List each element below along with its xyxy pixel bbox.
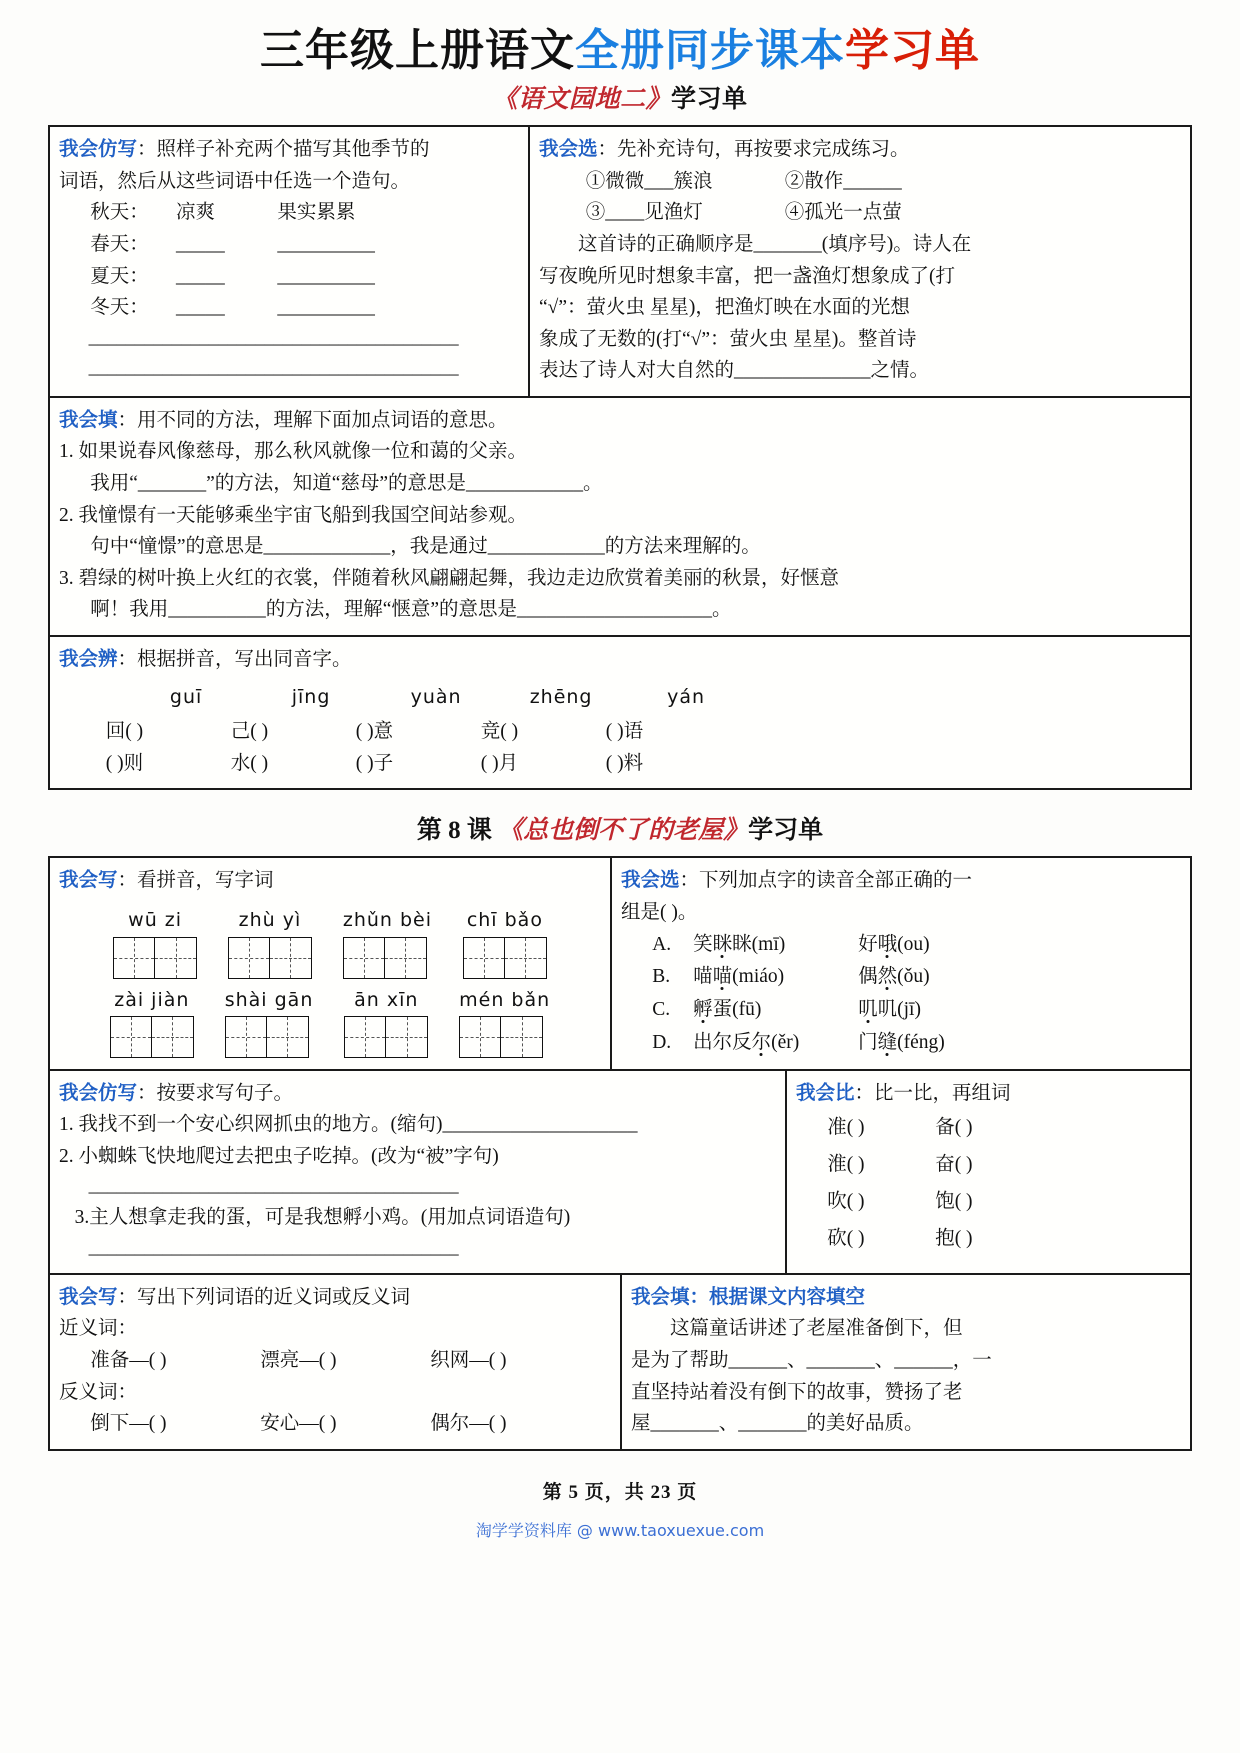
tianzige-cell[interactable] [463,937,505,979]
imitate-row [59,261,519,293]
choice-left [693,961,858,994]
homophone-cell[interactable]: 己( ) [230,721,269,743]
fill-item-line2[interactable]: 句中“憧憬”的意思是_____________，我是通过____________的方法来理解的。 [90,536,761,558]
imitate-q1[interactable]: 1. 我找不到一个安心织网抓虫的地方。(缩句)____________________ [59,1114,638,1136]
imitate-word-2[interactable]: __________ [277,234,375,255]
tianzige-cell[interactable] [270,937,312,979]
compare-char-a[interactable]: 淮( ) [827,1154,865,1176]
tianzige-cell[interactable] [113,937,155,979]
fill-prompt: ：用不同的方法，理解下面加点词语的意思。 [117,409,508,431]
homophone-cell[interactable]: ( )料 [605,752,644,774]
tianzige-pinyin: shài gān [224,988,314,1011]
compare-row [796,1220,1181,1257]
dotted-char: 眯 [712,933,733,955]
write-prompt: ：看拼音，写字词 [117,870,274,892]
dotted-char: 缝 [877,1031,898,1053]
tianzige-grid[interactable] [344,1016,428,1058]
imitate-season: 冬天： [90,297,149,319]
tianzige-cell[interactable] [344,1016,386,1058]
tianzige-word[interactable] [228,905,312,979]
choice-right-post: (ǒu) [897,966,930,988]
tianzige-word[interactable] [344,985,428,1059]
pinyin-cell: guī [169,685,203,708]
pinyin-cell: jīng [291,685,331,708]
imitate-prompt-line2: 词语，然后从这些词语中任选一个造句。 [59,170,411,192]
section-label-fill-text: 我会填 [631,1286,690,1308]
choice-right [858,1032,945,1053]
fill-text-line3: 直坚持站着没有倒下的故事，赞扬了老 [631,1381,963,1403]
dotted-char: 孵 [693,999,713,1021]
tianzige-cell[interactable] [110,1016,152,1058]
imitate-word-1[interactable]: _____ [175,265,225,287]
title-part-red: 学习单 [845,26,980,75]
tianzige-pinyin: mén bǎn [459,988,551,1011]
choice-left [693,1027,858,1060]
tianzige-word[interactable] [110,985,194,1059]
section-imitate-writing [50,127,528,396]
tianzige-cell[interactable] [152,1016,194,1058]
imitate-answer-line-2[interactable]: ________________________________________ [88,357,459,378]
homophone-row-1 [59,716,1181,748]
fill-item [59,436,1181,468]
choice-letter: D. [652,1031,672,1053]
poem-blank-3[interactable]: ③____见渔灯 [585,202,703,224]
choose-pron-prompt: ：下列加点字的读音全部正确的一 [679,870,973,892]
tianzige-grid[interactable] [343,937,432,979]
tianzige-cell[interactable] [225,1016,267,1058]
pinyin-cell: yuàn [410,685,462,708]
antonym-item[interactable]: 安心—( ) [260,1413,337,1435]
compare-prompt: ：比一比，再组词 [854,1082,1011,1104]
lesson-row-top [50,858,1190,1068]
synonym-item[interactable]: 漂亮—( ) [260,1350,337,1371]
homophone-row-2 [59,748,1181,780]
compare-row [796,1183,1181,1220]
tianzige-word[interactable] [343,905,432,979]
section-label-imitate-sentence: 我会仿写 [59,1082,138,1104]
tianzige-grid[interactable] [463,937,547,979]
lesson-title: 《总也倒不了的老屋》 [498,817,749,845]
dotted-char: 哦 [877,933,898,955]
homophone-cell[interactable]: 水( ) [230,752,269,774]
pinyin-row [59,682,1181,713]
tianzige-pinyin: chī bǎo [466,909,543,932]
tianzige-pinyin: zhǔn bèi [342,909,433,932]
tianzige-cell[interactable] [385,937,427,979]
imitate-season: 秋天： [90,202,149,224]
tianzige-word[interactable] [225,985,314,1059]
choice-letter: A. [652,933,672,955]
tianzige-grid[interactable] [459,1016,550,1058]
section-distinguish-homophone [50,637,1190,789]
tianzige-cell[interactable] [501,1016,543,1058]
imitate-prompt: ：照样子补充两个描写其他季节的 [137,139,430,161]
synonym-item[interactable]: 准备—( ) [90,1350,167,1371]
fill-item-line1: 如果说春风像慈母，那么秋风就像一位和蔼的父亲。 [78,441,528,463]
imitate-q2-answer-line[interactable]: ________________________________________ [88,1176,459,1197]
section-label-synonyms: 我会写 [59,1286,118,1308]
choice-left-post: 眯(mī) [732,933,786,955]
pinyin-cell: zhēng [529,685,593,708]
choice-option[interactable] [621,929,1181,962]
dotted-char: 喵 [712,966,733,988]
choice-left [693,929,858,962]
compare-char-b[interactable]: 奋( ) [935,1154,973,1176]
choice-option[interactable] [621,1027,1181,1060]
page-number: 第 5 页，共 23 页 [542,1481,698,1503]
watermark: 淘学学资料库 @ www.taoxuexue.com [475,1520,765,1540]
choose-body-4[interactable]: 象成了无数的(打“√”：萤火虫 星星)。整首诗 [539,328,917,350]
tianzige-row-1 [59,905,601,979]
tianzige-cell[interactable] [505,937,547,979]
lesson-row-middle [50,1071,1190,1273]
fill-text-line2[interactable]: 是为了帮助______、_______、______，一 [631,1350,992,1371]
fill-item [59,500,1181,532]
section-imitate-sentence [50,1071,785,1273]
fill-item-line2[interactable]: 我用“_______”的方法，知道“慈母”的意思是____________。 [90,473,603,495]
imitate-word-1[interactable]: _____ [175,234,225,255]
choice-right-post: (ou) [897,933,930,955]
choice-left-post: (miáo) [732,966,785,988]
tianzige-cell[interactable] [459,1016,501,1058]
imitate-q3: 3.主人想拿走我的蛋，可是我想孵小鸡。(用加点词语造句) [74,1207,571,1229]
imitate-word-2[interactable]: __________ [277,297,375,319]
fill-item-line1: 碧绿的树叶换上火红的衣裳，伴随着秋风翩翩起舞，我边走边欣赏着美丽的秋景，好惬意 [78,567,840,589]
fill-item-number: 3. [59,567,74,589]
fill-item [59,563,1181,595]
choice-left-pre: 喵 [693,966,713,988]
imitate-row [59,229,519,261]
section-fill-from-text [620,1275,1190,1449]
dotted-char: 叽 [858,999,878,1021]
fill-text-line1: 这篇童话讲述了老屋准备倒下，但 [670,1318,963,1340]
choose-body-5[interactable]: 表达了诗人对大自然的______________之情。 [539,360,930,382]
lesson-header-suffix: 学习单 [748,817,824,845]
lesson-exercise-box [48,856,1192,1450]
tianzige-pinyin: zài jiàn [114,988,190,1011]
section-label-fill: 我会填 [59,409,118,431]
section-label-choose-pron: 我会选 [621,870,680,892]
tianzige-word[interactable] [113,905,197,979]
choice-right-pre: 门 [858,1031,878,1053]
choose-pron-prompt2[interactable]: 组是( )。 [621,902,698,924]
lesson-number: 第 8 课 [416,817,492,845]
imitate-row [59,197,519,229]
tianzige-word[interactable] [459,985,550,1059]
choice-right-pre: 偶 [858,966,878,988]
tianzige-grid[interactable] [225,1016,314,1058]
tianzige-cell[interactable] [228,937,270,979]
dotted-char: 尔 [751,1031,772,1053]
imitate-word-1[interactable]: _____ [175,297,225,319]
tianzige-pinyin: wū zi [128,909,183,932]
poem-line-a [539,166,1181,198]
distinguish-prompt: ：根据拼音，写出同音字。 [117,648,352,670]
section-compare-words [785,1071,1190,1273]
choice-right-pre: 好 [858,933,878,955]
fill-item-line1: 我憧憬有一天能够乘坐宇宙飞船到我国空间站参观。 [78,504,528,526]
synonyms-near-row [59,1345,611,1377]
choice-right [858,966,930,987]
tianzige-grid[interactable] [228,937,312,979]
tianzige-cell[interactable] [386,1016,428,1058]
section-label-distinguish: 我会辨 [59,648,118,670]
tianzige-word[interactable] [463,905,547,979]
choose-body-2: 写夜晚所见时想象丰富，把一盏渔灯想象成了(打 [539,265,955,287]
lesson-row-bottom [50,1275,1190,1449]
imitate-sentence-prompt: ：按要求写句子。 [137,1082,294,1104]
choice-left-post: 蛋(fū) [712,999,762,1021]
imitate-word-2[interactable]: 果实累累 [277,202,356,224]
section-choose-poem [528,127,1190,396]
fill-item-number: 1. [59,441,74,463]
homophone-cell[interactable]: ( )语 [605,721,644,743]
compare-char-a[interactable]: 吹( ) [827,1191,865,1213]
imitate-season: 夏天： [90,265,149,287]
synonym-item[interactable]: 织网—( ) [430,1350,507,1371]
section-synonyms-antonyms [50,1275,620,1449]
tianzige-grid[interactable] [113,937,197,979]
tianzige-grid[interactable] [110,1016,194,1058]
choice-letter: C. [652,999,671,1021]
imitate-row [59,292,519,324]
compare-char-b[interactable]: 备( ) [935,1117,973,1139]
choice-option[interactable] [621,961,1181,994]
fill-item-number: 2. [59,504,74,526]
pinyin-cell: yán [667,685,706,708]
homophone-cell[interactable]: ( )子 [355,752,394,774]
imitate-answer-line-1[interactable]: ________________________________________ [88,327,459,348]
imitate-word-1[interactable]: 凉爽 [175,202,215,224]
poem-blank-1[interactable]: ①微微___簇浪 [585,170,713,192]
choice-letter: B. [652,966,671,988]
choice-right-post: 叽(jī) [877,999,921,1021]
unit-row-top [50,127,1190,396]
homophone-cell[interactable]: ( )月 [480,752,519,774]
unit-exercise-box [48,125,1192,790]
choice-option[interactable] [621,994,1181,1027]
tianzige-cell[interactable] [267,1016,309,1058]
poem-blank-4[interactable]: ④孤光一点萤 [784,202,902,224]
imitate-q2: 2. 小蜘蛛飞快地爬过去把虫子吃掉。(改为“被”字句) [59,1145,499,1167]
lesson-header [48,810,1192,846]
fill-item-line2[interactable]: 啊！我用__________的方法，理解“惬意”的意思是____________________。 [90,599,732,621]
tianzige-pinyin: ān xīn [354,988,419,1011]
dotted-char: 然 [877,966,898,988]
synonyms-prompt: ：写出下列词语的近义词或反义词 [117,1286,411,1308]
choose-body-1[interactable]: 这首诗的正确顺序是_______(填序号)。诗人在 [578,234,972,255]
imitate-season: 春天： [90,234,149,255]
choice-left-pre: 笑 [693,933,713,955]
synonyms-near-label: 近义词： [59,1318,138,1340]
choice-right-post: (féng) [897,1031,945,1053]
subtitle [48,79,1192,115]
choice-right [858,934,930,955]
poem-line-b [539,197,1181,229]
antonym-item[interactable]: 偶尔—( ) [430,1413,507,1435]
fill-text-line4[interactable]: 屋_______、_______的美好品质。 [631,1413,924,1435]
compare-char-b[interactable]: 饱( ) [935,1191,973,1213]
section-label-compare: 我会比 [796,1082,855,1104]
fill-text-prompt: ：根据课文内容填空 [689,1286,866,1308]
section-fill-meaning [50,398,1190,635]
imitate-q3-answer-line[interactable]: ________________________________________ [88,1237,459,1258]
subtitle-suffix: 学习单 [671,86,748,114]
choice-right [858,999,921,1020]
imitate-word-2[interactable]: __________ [277,265,375,287]
compare-char-b[interactable]: 抱( ) [935,1228,973,1250]
compare-row [796,1109,1181,1146]
compare-char-a[interactable]: 准( ) [827,1117,865,1139]
homophone-cell[interactable]: ( )则 [105,752,144,774]
choice-left [693,994,858,1027]
homophone-cell[interactable]: ( )意 [355,721,394,743]
tianzige-pinyin: zhù yì [238,909,302,932]
choose-body-3[interactable]: “√”：萤火虫 星星)，把渔灯映在水面的光想 [539,297,910,319]
title-part-blue: 全册同步课本 [575,26,845,75]
synonyms-opp-label: 反义词： [59,1381,138,1403]
section-write-pinyin [50,858,610,1068]
compare-row [796,1146,1181,1183]
section-label-choose: 我会选 [539,139,598,161]
choice-left-post: (ěr) [771,1031,800,1053]
tianzige-row-2 [59,985,601,1059]
subtitle-unit-name: 《语文园地二》 [492,86,671,114]
choice-left-pre: 出尔反 [693,1031,752,1053]
homophone-cell[interactable]: 回( ) [105,721,144,743]
tianzige-cell[interactable] [343,937,385,979]
compare-char-a[interactable]: 砍( ) [827,1228,865,1250]
poem-blank-2[interactable]: ②散作______ [784,170,902,192]
title-part-black: 三年级上册语文 [260,26,575,75]
page-title [48,26,1192,75]
homophone-cell[interactable]: 竞( ) [480,721,519,743]
tianzige-cell[interactable] [155,937,197,979]
synonyms-opp-row [59,1408,611,1440]
antonym-item[interactable]: 倒下—( ) [90,1413,167,1435]
section-label-imitate: 我会仿写 [59,139,138,161]
section-choose-pronunciation [610,858,1190,1068]
choose-prompt: ：先补充诗句，再按要求完成练习。 [597,139,910,161]
section-label-write: 我会写 [59,870,118,892]
